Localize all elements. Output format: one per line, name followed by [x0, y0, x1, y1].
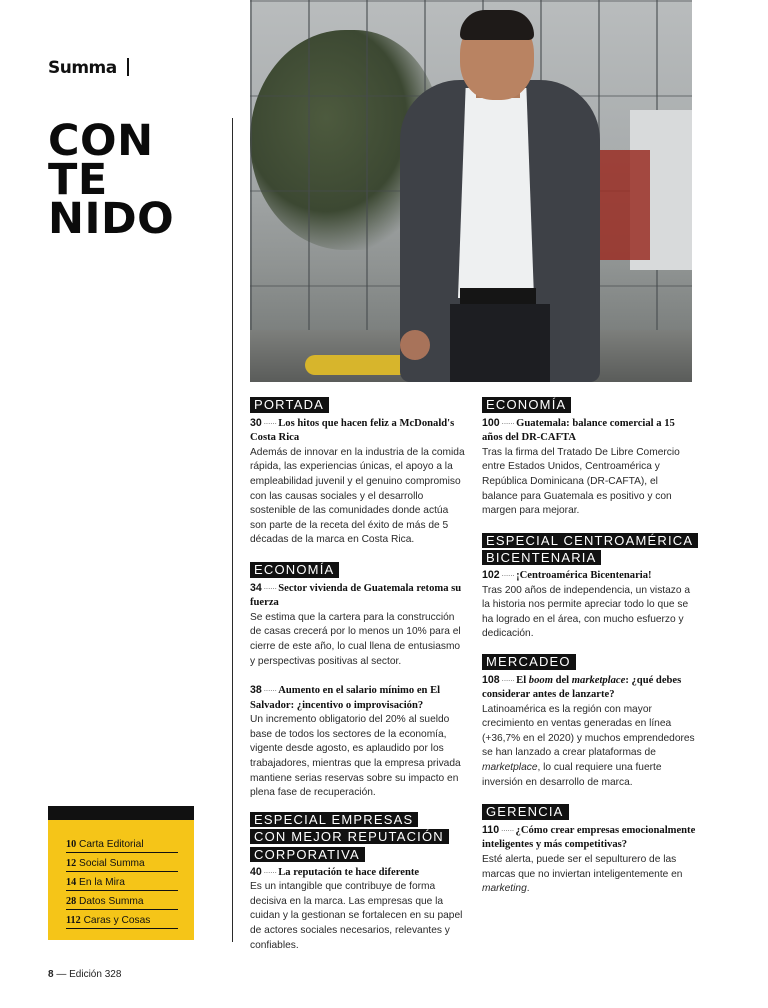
cover-photo: [250, 0, 692, 382]
section-economia-right: [482, 397, 696, 519]
title-line: TE: [48, 155, 108, 205]
section-label: ECONOMÍA: [482, 397, 571, 413]
section-label: PORTADA: [250, 397, 329, 413]
sidebar-item[interactable]: 10 Carta Editorial: [66, 834, 178, 853]
page-footer: [48, 969, 121, 980]
section-label: ESPECIAL CENTROAMÉRICA BICENTENARIA: [482, 533, 696, 568]
title-line: NIDO: [48, 194, 175, 244]
entry-headline[interactable]: 38 ······ Aumento en el salario mínimo en El Salvador: ¿incentivo o improvisación?: [250, 684, 441, 711]
contents-column-left: [250, 397, 466, 953]
section-especial-centroamerica: [482, 533, 696, 642]
entry-summary: Además de innovar en la industria de la comida rápida, las experiencias únicas, el apoyo a la empleabilidad juvenil y el genuino compromiso con las causas sociales y el desarrollo sostenible de las comunidades donde actúa son parte de la receta del éxito de más de 5 décadas de la marca en Costa Rica.: [250, 446, 465, 546]
page-number: 8: [48, 969, 54, 980]
entry-headline[interactable]: 110 ······ ¿Cómo crear empresas emocionalmente inteligentes y más competitivas?: [482, 823, 696, 851]
entry-summary: Tras 200 años de independencia, un vistazo a la historia nos permite apreciar todo lo que se ha logrado en el área, con mucho esfuerzo y dedicación.: [482, 584, 691, 640]
entry-headline[interactable]: 108 ······ El boom del marketplace: ¿qué debes considerar antes de lanzarte?: [482, 673, 682, 701]
section-label: ESPECIAL EMPRESAS CON MEJOR REPUTACIÓN CORPORATIVA: [250, 812, 466, 865]
sidebar-item[interactable]: 112 Caras y Cosas: [66, 910, 178, 929]
entry-headline[interactable]: 100 ······ Guatemala: balance comercial a 15 años del DR-CAFTA: [482, 416, 675, 444]
sidebar-item[interactable]: 12 Social Summa: [66, 853, 178, 872]
section-economia: [250, 562, 466, 801]
section-label: GERENCIA: [482, 804, 569, 820]
section-label: ECONOMÍA: [250, 562, 339, 578]
entry-summary: Esté alerta, puede ser el sepulturero de las marcas que no inviertan inteligentemente en marketing.: [482, 854, 683, 895]
section-especial-empresas: [250, 812, 466, 953]
section-label: MERCADEO: [482, 654, 576, 670]
section-gerencia: [482, 804, 696, 897]
sections-sidebar-box: [48, 806, 194, 940]
title-line: CON: [48, 116, 154, 166]
section-portada: [250, 397, 466, 548]
photo-person: [380, 0, 620, 382]
sidebar-list: [66, 834, 178, 929]
brand-logo: Summa: [48, 58, 117, 78]
brand-divider: [127, 58, 129, 76]
entry-headline[interactable]: 40 ······ La reputación te hace diferente: [250, 865, 420, 878]
contents-column-right: [482, 397, 696, 897]
entry-summary: Se estima que la cartera para la construcción de casas crecerá por lo menos un 10% para el cierre de este año, lo cual llena de entusiasmo y perspectivas positivas al sector.: [250, 611, 461, 667]
page-title: [48, 116, 175, 244]
edition-label: — Edición 328: [56, 969, 122, 980]
entry-headline[interactable]: 102 ······ ¡Centroamérica Bicentenaria!: [482, 568, 652, 581]
sidebar-item[interactable]: 28 Datos Summa: [66, 891, 178, 910]
entry-summary: Tras la firma del Tratado De Libre Comercio entre Estados Unidos, Centroamérica y República Dominicana (DR-CAFTA), el balance para Guatemala es positivo y con margen para mejorar.: [482, 446, 680, 517]
vertical-rule: [232, 118, 233, 942]
entry-headline[interactable]: 30 ······ Los hitos que hacen feliz a McDonald's Costa Rica: [250, 416, 455, 444]
sidebar-item[interactable]: 14 En la Mira: [66, 872, 178, 891]
entry-summary: Un incremento obligatorio del 20% al sueldo base de todos los sectores de la economía, vigente desde agosto, es aplaudido por los trabajadores, mientras que la empresa privada mantiene serias reservas sobre su impacto en plena fase de recuperación.: [250, 714, 461, 799]
entry-summary: Latinoamérica es la región con mayor crecimiento en ventas generadas en línea (+36,7% en el 2020) y muchos emprendedores se han lanzado a crear plataformas de marketplace, lo cual requiere una fuerte inversión en desarrollo de marca.: [482, 703, 695, 788]
entry-headline[interactable]: 34 ······ Sector vivienda de Guatemala retoma su fuerza: [250, 581, 462, 609]
section-mercadeo: [482, 654, 696, 790]
entry-summary: Es un intangible que contribuye de forma decisiva en la marca. Las empresas que la cuidan y la gestionan se fortalecen en su papel de actores sociales necesarios, relevantes y confiables.: [250, 881, 463, 951]
sidebar-box-topbar: [48, 806, 194, 820]
